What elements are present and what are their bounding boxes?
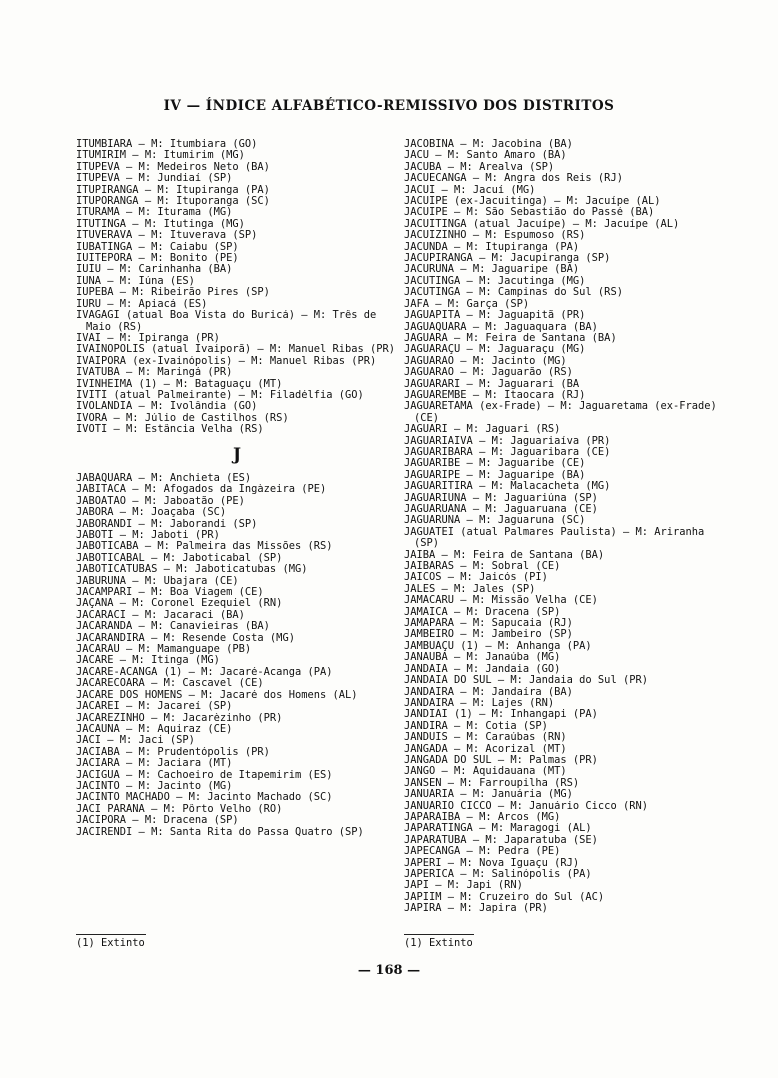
index-entry: JAPI — M: Japi (RN): [404, 880, 523, 892]
index-entry: IÚNA — M: Iúna (ES): [76, 275, 195, 287]
index-entry: ITUMBIARA — M: Itumbiara (GO): [76, 139, 258, 150]
index-entry: JANAÚBA — M: Janaúba (MG): [404, 652, 561, 664]
index-entry: JACARÉ DOS HOMENS — M: Jacaré dos Homens (AL): [76, 689, 358, 701]
index-entry: JANDIAÍ (1) — M: Inhangapi (PA): [404, 709, 598, 721]
index-entry: JAGUATEÍ (atual Palmares Paulista) — M: Ariranha (SP): [404, 526, 705, 550]
index-entry: JACARÈZINHO — M: Jacarèzinho (PR): [76, 712, 283, 724]
index-entry: JACIRENDI — M: Santa Rita do Passa Quatro (SP): [76, 826, 364, 838]
index-entry: JABAQUARA — M: Anchieta (ES): [76, 472, 252, 484]
index-entry: ITUTINGA — M: Itutinga (MG): [76, 218, 245, 230]
index-entry: JAICÓS — M: Jaicós (PI): [404, 572, 548, 584]
index-entry: JAPARATUBA — M: Japaratuba (SE): [404, 834, 598, 846]
index-entry: IURU — M: Apiacá (ES): [76, 298, 208, 310]
index-entry: JAGUARIAÍVA — M: Jaguariaíva (PR): [404, 435, 611, 447]
index-entry: JAÇANÃ — M: Coronel Ezequiel (RN): [76, 598, 283, 610]
index-entry: IVOTI — M: Estância Velha (RS): [76, 424, 264, 436]
index-entry: JAGUAREMBÉ — M: Itaocara (RJ): [404, 389, 586, 401]
index-entry: JAPERI — M: Nova Iguaçu (RJ): [404, 857, 580, 869]
index-entry: JAPIRA — M: Japira (PR): [404, 903, 548, 915]
index-entry: JANDAIA — M: Jandaia (GO): [404, 663, 561, 675]
index-entry: JACARÉ-ACANGA (1) — M: Jacaré-Acanga (PA): [76, 666, 333, 678]
index-entry: JAMAICA — M: Dracena (SP): [404, 606, 561, 618]
index-entry: JACAMPARI — M: Boa Viagem (CE): [76, 587, 264, 599]
index-entry: JABURUNA — M: Ubajara (CE): [76, 575, 239, 587]
entry-list-i: [76, 139, 398, 436]
index-entry: JANDAÍRA — M: Lajes (RN): [404, 697, 555, 709]
index-entry: JACARÉ — M: Itinga (MG): [76, 655, 220, 667]
index-entry: JAGUARIPE — M: Jaguaripe (BA): [404, 469, 586, 481]
index-entry: JABITACÁ — M: Afogados da Ingàzeira (PE): [76, 484, 327, 496]
entry-list-j-left: [76, 473, 398, 838]
index-entry: JABOTI — M: Jaboti (PR): [76, 530, 220, 541]
index-entry: JAGUAPITÃ — M: Jaguapitã (PR): [404, 310, 586, 322]
index-entry: JAGUARAÇU — M: Jaguaraçu (MG): [404, 344, 586, 356]
index-entry: JANDIRA — M: Cotia (SP): [404, 720, 548, 732]
index-entry: ITUPORANGA — M: Ituporanga (SC): [76, 196, 270, 208]
index-entry: IVAÍ — M: Ipiranga (PR): [76, 332, 220, 344]
index-entry: JABOTICATUBAS — M: Jaboticatubas (MG): [76, 564, 308, 576]
index-entry: IUBATINGA — M: Caiabu (SP): [76, 241, 239, 253]
index-entry: JABOTICABAL — M: Jaboticabal (SP): [76, 552, 283, 564]
footnote-right: (1) Extinto: [404, 937, 473, 949]
index-entry: JACUTINGA — M: Jacutinga (MG): [404, 275, 586, 287]
index-entry: JAÍBA — M: Feira de Santana (BA): [404, 549, 605, 561]
index-entry: ITUVERAVA — M: Ituverava (SP): [76, 230, 258, 242]
index-entry: JAMBEIRO — M: Jambeiro (SP): [404, 629, 573, 641]
index-entry: JACARANDIRA — M: Resende Costa (MG): [76, 632, 295, 644]
index-entry: IUIÚ — M: Carinhanha (BA): [76, 264, 233, 276]
index-entry: JACARACI — M: Jacaraci (BA): [76, 609, 245, 621]
index-entry: JALES — M: Jales (SP): [404, 583, 536, 595]
index-entry: JACARAÚ — M: Mamanguape (PB): [76, 644, 252, 656]
index-entry: JANUÁRIO CICCO — M: Januário Cicco (RN): [404, 800, 648, 812]
index-entry: JACIGUÁ — M: Cachoeiro de Itapemirim (ES): [76, 769, 333, 781]
index-entry: JACARECOARA — M: Cascavel (CE): [76, 678, 264, 690]
index-entry: IVOLÂNDIA — M: Ivolândia (GO): [76, 401, 258, 413]
index-entry: ITUPIRANGA — M: Itupiranga (PA): [76, 184, 270, 196]
index-entry: JACUÍPE — M: São Sebastião do Passé (BA): [404, 207, 655, 219]
index-entry: JAGUARIBARA — M: Jaguaribara (CE): [404, 446, 611, 458]
left-column: [76, 139, 398, 838]
index-entry: ITURAMA — M: Iturama (MG): [76, 207, 233, 219]
index-entry: IUITEPORÃ — M: Bonito (PE): [76, 253, 239, 265]
index-entry: ITUPEVA — M: Medeiros Neto (BA): [76, 161, 270, 173]
index-entry: IUPEBA — M: Ribeirão Pires (SP): [76, 287, 270, 299]
index-entry: JANUÁRIA — M: Januária (MG): [404, 789, 573, 801]
index-entry: JACI PARANÁ — M: Pôrto Velho (RO): [76, 803, 283, 815]
index-entry: IVITI (atual Palmeirante) — M: Filadélfia (GO): [76, 389, 364, 401]
index-entry: JANDAÍRA — M: Jandaíra (BA): [404, 686, 573, 698]
index-entry: JAGUARUNA — M: Jaguaruna (SC): [404, 515, 586, 527]
index-entry: JANGO — M: Aquidauana (MT): [404, 766, 567, 778]
footnote-left: (1) Extinto: [76, 937, 145, 949]
index-entry: JACIPORÃ — M: Dracena (SP): [76, 815, 239, 827]
index-entry: JAGUARÃO — M: Jacinto (MG): [404, 355, 567, 367]
index-entry: JAGUAQUARA — M: Jaguaquara (BA): [404, 321, 598, 333]
index-entry: JACINTO MACHADO — M: Jacinto Machado (SC): [76, 792, 333, 804]
index-entry: JAGUARUANA — M: Jaguaruana (CE): [404, 504, 598, 515]
index-entry: JAPECANGA — M: Pedra (PE): [404, 846, 561, 858]
index-entry: JACUPIRANGA — M: Jacupiranga (SP): [404, 253, 611, 265]
index-entry: JAIBARAS — M: Sobral (CE): [404, 561, 561, 573]
index-entry: JABORÁ — M: Joaçaba (SC): [76, 507, 227, 519]
index-entry: JACOBINA — M: Jacobina (BA): [404, 139, 573, 150]
index-entry: JACIARA — M: Jaciara (MT): [76, 758, 233, 770]
index-entry: IVINHEIMA (1) — M: Bataguaçu (MT): [76, 378, 283, 390]
index-entry: JACARANDÁ — M: Canavieiras (BA): [76, 621, 270, 633]
index-entry: IVAIPORÃ (ex-Ivainópolis) — M: Manuel Ribas (PR): [76, 355, 377, 367]
index-entry: JACUÍ — M: Jacuí (MG): [404, 184, 536, 196]
index-entry: JAPIIM — M: Cruzeiro do Sul (AC): [404, 891, 605, 903]
index-entry: JABORANDI — M: Jaborandi (SP): [76, 518, 258, 530]
index-entry: JACIABA — M: Prudentópolis (PR): [76, 746, 270, 758]
index-entry: JAPERICA — M: Salinópolis (PA): [404, 869, 592, 880]
index-entry: JACAÚNA — M: Aquiraz (CE): [76, 723, 233, 735]
index-entry: JAGUARA — M: Feira de Santana (BA): [404, 332, 617, 344]
index-entry: JAGUARETAMA (ex-Frade) — M: Jaguaretama (ex-Frade) (CE): [404, 401, 717, 424]
index-entry: JAGUARIBE — M: Jaguaribe (CE): [404, 458, 586, 470]
index-entry: JANGADA DO SUL — M: Palmas (PR): [404, 754, 598, 766]
index-entry: JABOTICABA — M: Palmeira das Missões (RS): [76, 541, 333, 553]
index-entry: ITUPEVA — M: Jundiaí (SP): [76, 173, 233, 185]
index-entry: JANGADA — M: Acorizal (MT): [404, 743, 567, 755]
index-entry: JABOATÃO — M: Jaboatão (PE): [76, 495, 245, 507]
index-entry: IVAGAGI (atual Boa Vista do Buricá) — M: Três de Maio (RS): [76, 310, 377, 333]
index-entry: ITUMIRIM — M: Itumirim (MG): [76, 150, 245, 162]
index-entry: JAGUARIÚNA — M: Jaguariúna (SP): [404, 492, 598, 504]
footnote-rule-left: [76, 934, 146, 935]
index-entry: JAGUARITIRA — M: Malacacheta (MG): [404, 481, 611, 493]
page-title: IV — ÍNDICE ALFABÉTICO-REMISSIVO DOS DISTRITOS: [163, 98, 615, 114]
index-entry: JANDAIA DO SUL — M: Jandaia do Sul (PR): [404, 675, 648, 687]
index-entry: JACUECANGA — M: Angra dos Reis (RJ): [404, 173, 623, 185]
index-entry: JACURUNA — M: Jaguaripe (BA): [404, 264, 580, 276]
index-entry: JAMBUAÇU (1) — M: Anhanga (PA): [404, 640, 592, 652]
index-entry: JACU — M: Santo Amaro (BA): [404, 150, 567, 162]
index-entry: JAGUARÃO — M: Jaguarão (RS): [404, 367, 573, 379]
index-entry: JAGUARARI — M: Jaguarari (BA: [404, 378, 580, 390]
index-entry: JACUITINGA (atual Jacuípe) — M: Jacuípe (AL): [404, 218, 680, 230]
index-entry: JAPARAÍBA — M: Arcos (MG): [404, 811, 561, 823]
index-entry: JAGUARI — M: Jaguari (RS): [404, 424, 561, 436]
index-entry: IVAINÓPOLIS (atual Ivaiporã) — M: Manuel Ribas (PR): [76, 344, 396, 356]
index-entry: JANDUÍS — M: Caraúbas (RN): [404, 732, 567, 744]
section-letter-j: J: [232, 444, 242, 465]
index-entry: JAMAPARÁ — M: Sapucaia (RJ): [404, 618, 573, 630]
index-entry: JACI — M: Jaci (SP): [76, 735, 195, 747]
index-entry: JACUÍPE (ex-Jacuitinga) — M: Jacuípe (AL): [404, 196, 661, 208]
page-number: — 168 —: [357, 963, 421, 978]
index-entry: JANSEN — M: Farroupilha (RS): [404, 777, 580, 789]
index-entry: IVATUBA — M: Maringá (PR): [76, 367, 233, 379]
index-entry: JACINTO — M: Jacinto (MG): [76, 780, 233, 792]
index-entry: JACAREÍ — M: Jacareí (SP): [76, 701, 233, 713]
footnote-rule-right: [404, 934, 474, 935]
index-entry: IVORÁ — M: Júlio de Castilhos (RS): [76, 412, 289, 424]
index-entry: JACUIZINHO — M: Espumoso (RS): [404, 230, 586, 242]
index-entry: JAFA — M: Garça (SP): [404, 298, 530, 310]
index-entry: JACUBA — M: Arealva (SP): [404, 161, 555, 173]
index-entry: JAMACARU — M: Missão Velha (CE): [404, 595, 598, 607]
right-column: [404, 139, 726, 915]
index-entry: JAPARATINGA — M: Maragogi (AL): [404, 823, 592, 835]
index-entry: JACUNDÁ — M: Itupiranga (PA): [404, 241, 580, 253]
index-entry: JACUTINGA — M: Campinas do Sul (RS): [404, 287, 623, 299]
entry-list-j-right: [404, 139, 726, 915]
